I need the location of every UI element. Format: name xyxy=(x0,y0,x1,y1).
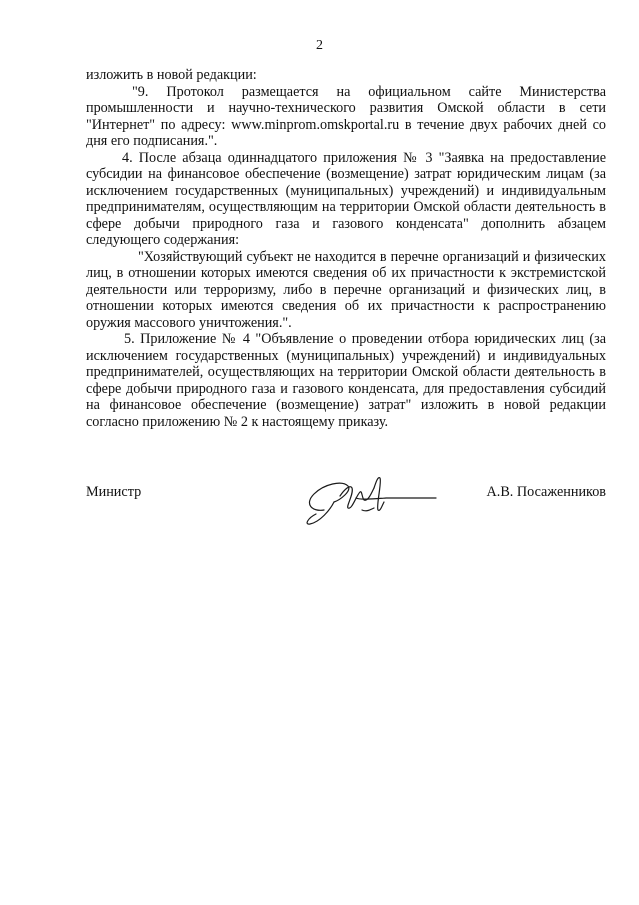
signatory-title: Министр xyxy=(86,484,142,500)
paragraph-quote: "Хозяйствующий субъект не находится в перечне организаций и физических лиц, в отношении которых имеются сведения об их причастности к экстремистской деятельности или терроризму, либо в перечне организаций и физических лиц, в отношении которых имеются сведения об их причастности к распространению оружия массового уничтожения.". xyxy=(86,248,606,331)
paragraph-intro: изложить в новой редакции: xyxy=(86,67,257,83)
page-number: 2 xyxy=(316,38,323,53)
paragraph-item-5: 5. Приложение № 4 "Объявление о проведении отбора юридических лиц (за исключением государственных (муниципальных) учреждений) и индивидуальных предпринимателей, осуществляющих на территории Омской области деятельность в сфере добычи природного газа и газового конденсата, для предоставления субсидий на финансовое обеспечение (возмещение) затрат" изложить в новой редакции согласно приложению № 2 к настоящему приказу. xyxy=(86,331,606,430)
paragraph-item-4: 4. После абзаца одиннадцатого приложения № 3 "Заявка на предоставление субсидии на финансовое обеспечение (возмещение) затрат юридическим лицам (за исключением государственных (муниципальных) учреждений) и индивидуальным предпринимателям, осуществляющим на территории Омской области деятельность в сфере добычи природного газа и газового конденсата" дополнить абзацем следующего содержания: xyxy=(86,149,606,248)
handwritten-signature xyxy=(290,466,440,530)
signature-block xyxy=(86,484,606,524)
signatory-name: А.В. Посаженников xyxy=(486,484,606,500)
paragraph-protocol: "9. Протокол размещается на официальном сайте Министерства промышленности и научно-технического развития Омской области в сети "Интернет" по адресу: www.minprom.omskportal.ru в течение двух рабочих дней со дня его подписания.". xyxy=(86,83,606,149)
document-body xyxy=(86,67,606,430)
